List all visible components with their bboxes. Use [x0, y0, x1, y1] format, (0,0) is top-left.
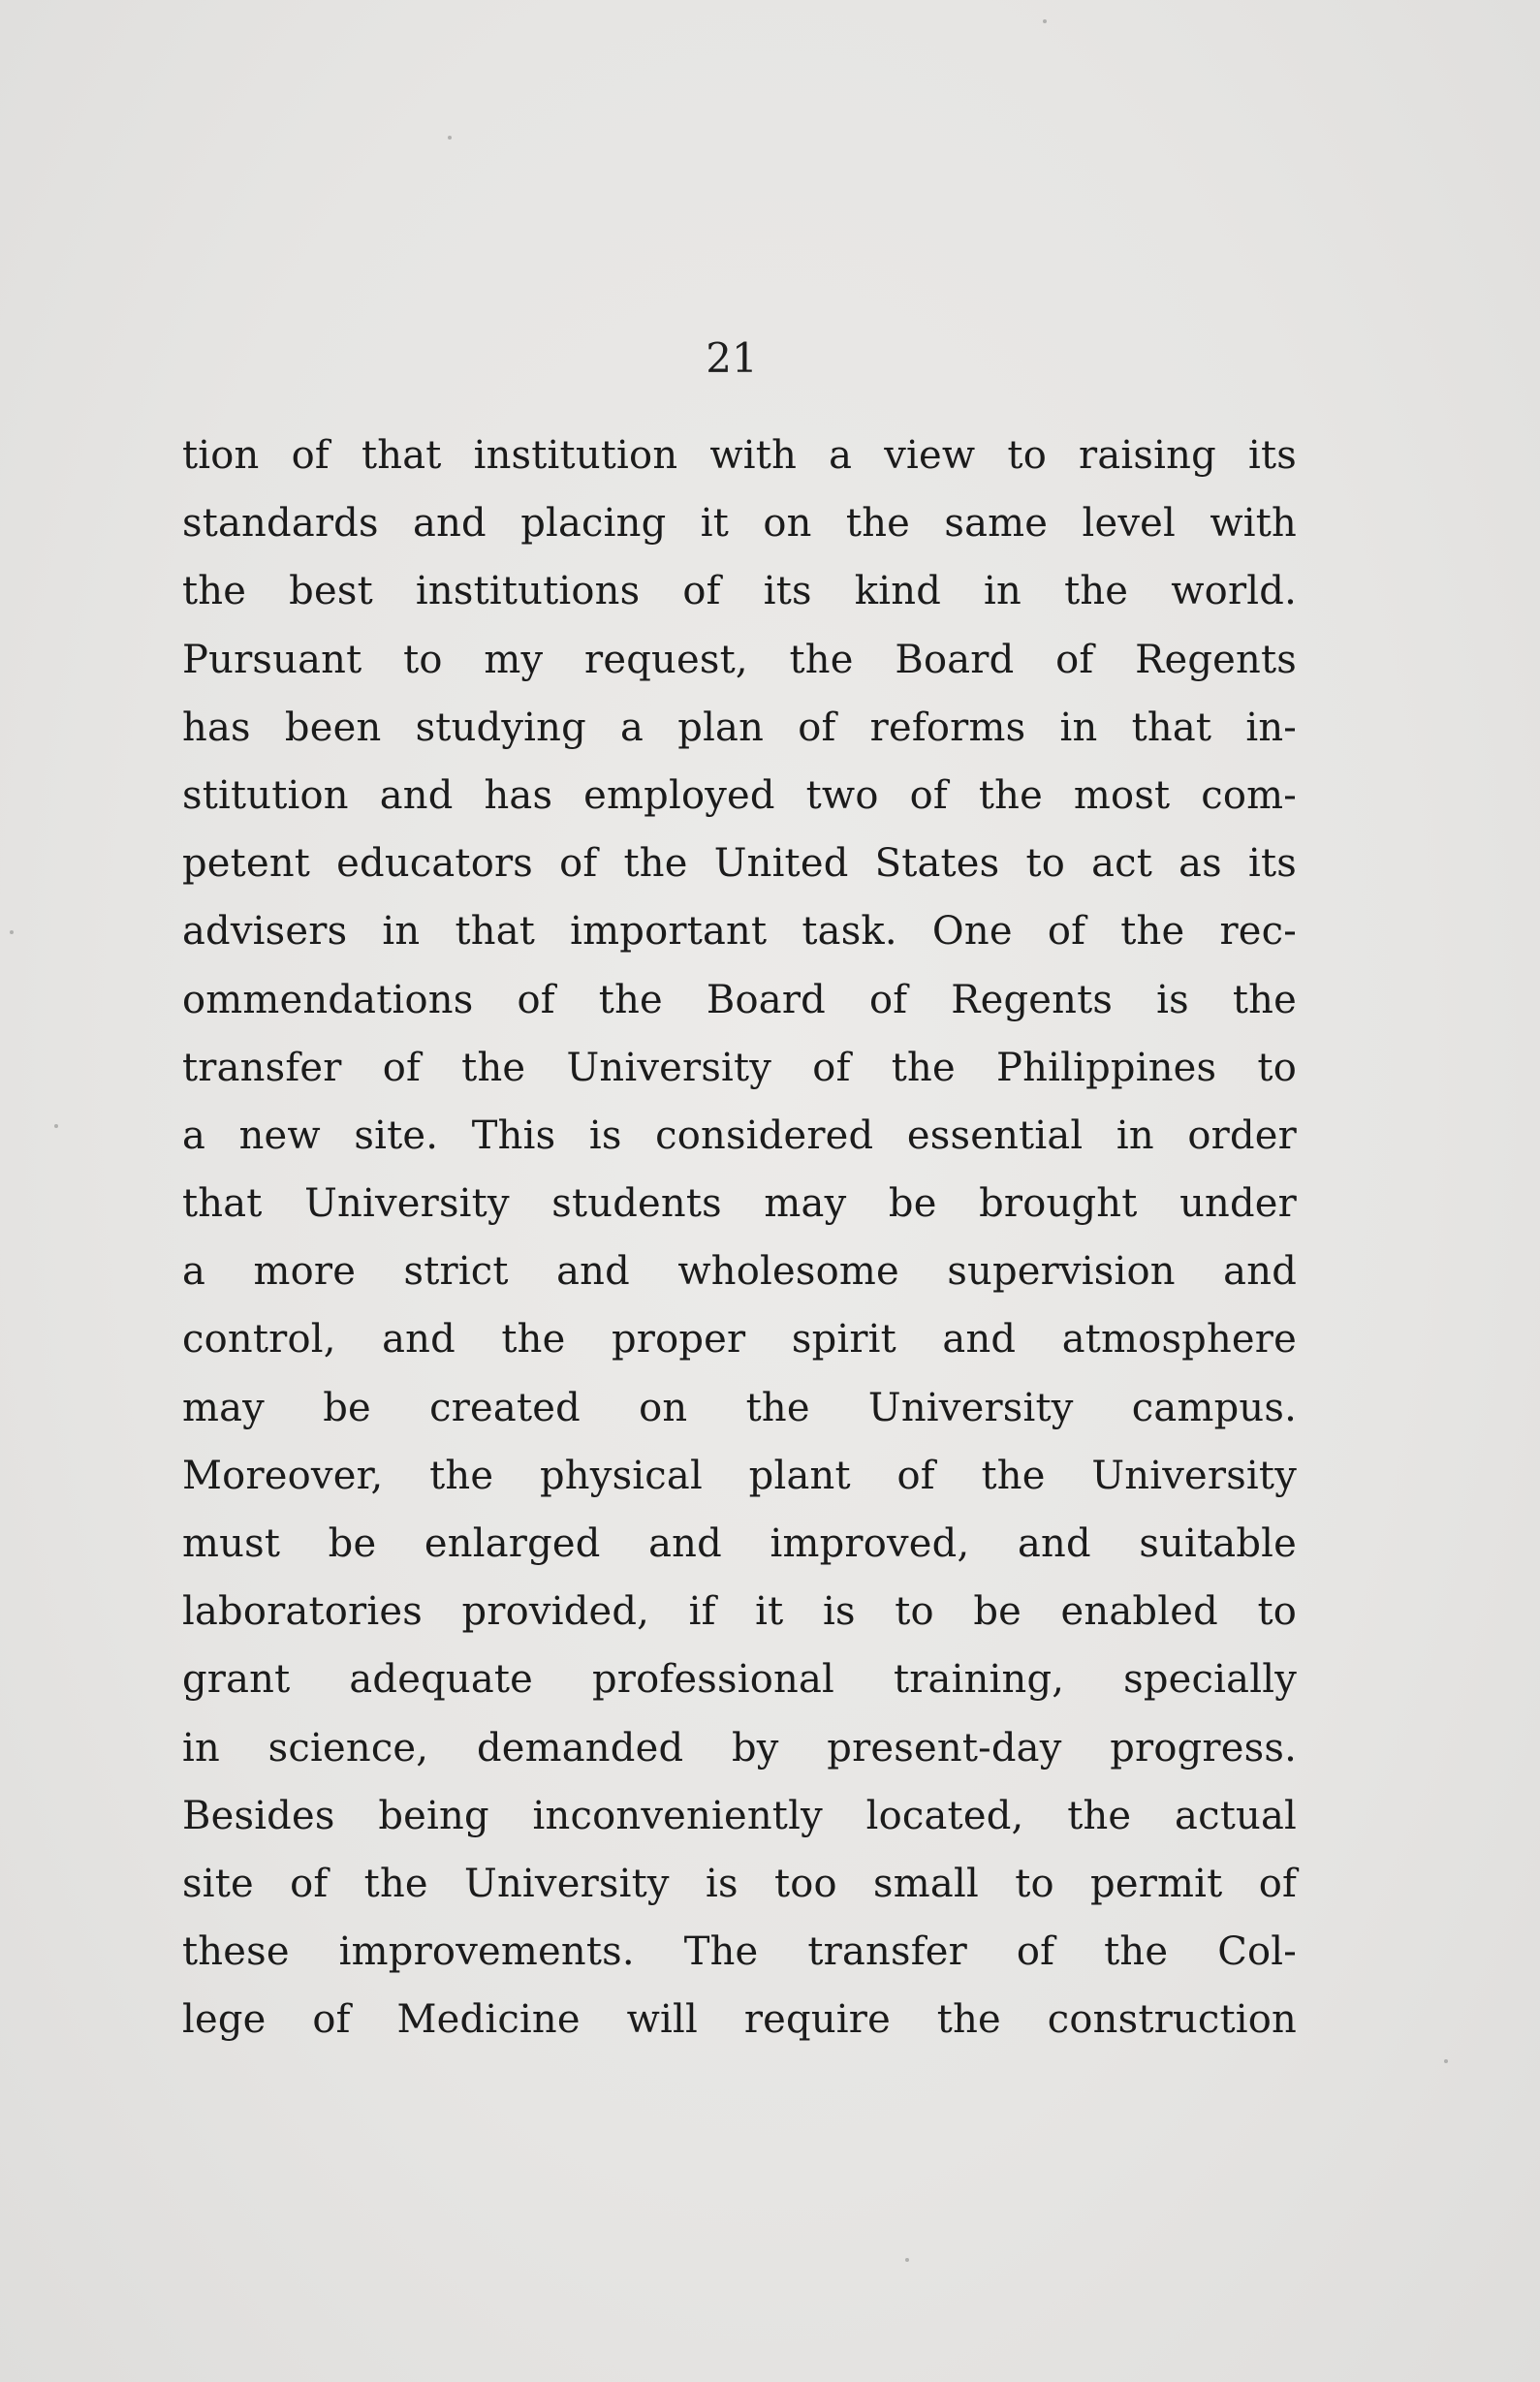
text-line: control, and the proper spirit and atmosphere: [182, 1317, 1297, 1363]
paper-speck: [1043, 19, 1047, 23]
text-line: laboratories provided, if it is to be enabled to: [182, 1589, 1297, 1635]
text-line: transfer of the University of the Philippines to: [182, 1045, 1297, 1090]
text-line: these improvements. The transfer of the Col-: [182, 1929, 1297, 1975]
text-line: Pursuant to my request, the Board of Regents: [182, 637, 1297, 682]
paper-speck: [448, 136, 452, 140]
body-text: [182, 422, 1297, 2054]
text-line: a more strict and wholesome supervision and: [182, 1249, 1297, 1295]
text-line: standards and placing it on the same level with: [182, 501, 1297, 547]
text-line: must be enlarged and improved, and suitable: [182, 1521, 1297, 1566]
text-line: Besides being inconveniently located, the actual: [182, 1793, 1297, 1838]
paper-speck: [1444, 2059, 1448, 2063]
page-number: 21: [706, 334, 758, 382]
text-line: has been studying a plan of reforms in that in-: [182, 705, 1297, 750]
text-line: the best institutions of its kind in the world.: [182, 569, 1297, 614]
text-line: advisers in that important task. One of the rec-: [182, 909, 1297, 955]
text-line: petent educators of the United States to act as its: [182, 841, 1297, 887]
paper-speck: [905, 2258, 909, 2262]
text-line: Moreover, the physical plant of the University: [182, 1453, 1297, 1498]
text-line: site of the University is too small to permit of: [182, 1861, 1297, 1906]
text-line: a new site. This is considered essential in order: [182, 1113, 1297, 1158]
text-line: stitution and has employed two of the most com-: [182, 772, 1297, 818]
text-line: that University students may be brought under: [182, 1181, 1297, 1227]
text-line: in science, demanded by present-day progress.: [182, 1725, 1297, 1771]
paper-speck: [10, 930, 14, 934]
text-line: tion of that institution with a view to raising its: [182, 433, 1297, 478]
paper-speck: [54, 1124, 58, 1128]
text-line: lege of Medicine will require the construction: [182, 1997, 1297, 2043]
text-line: may be created on the University campus.: [182, 1385, 1297, 1430]
text-line: grant adequate professional training, specially: [182, 1657, 1297, 1703]
text-line: ommendations of the Board of Regents is the: [182, 977, 1297, 1022]
